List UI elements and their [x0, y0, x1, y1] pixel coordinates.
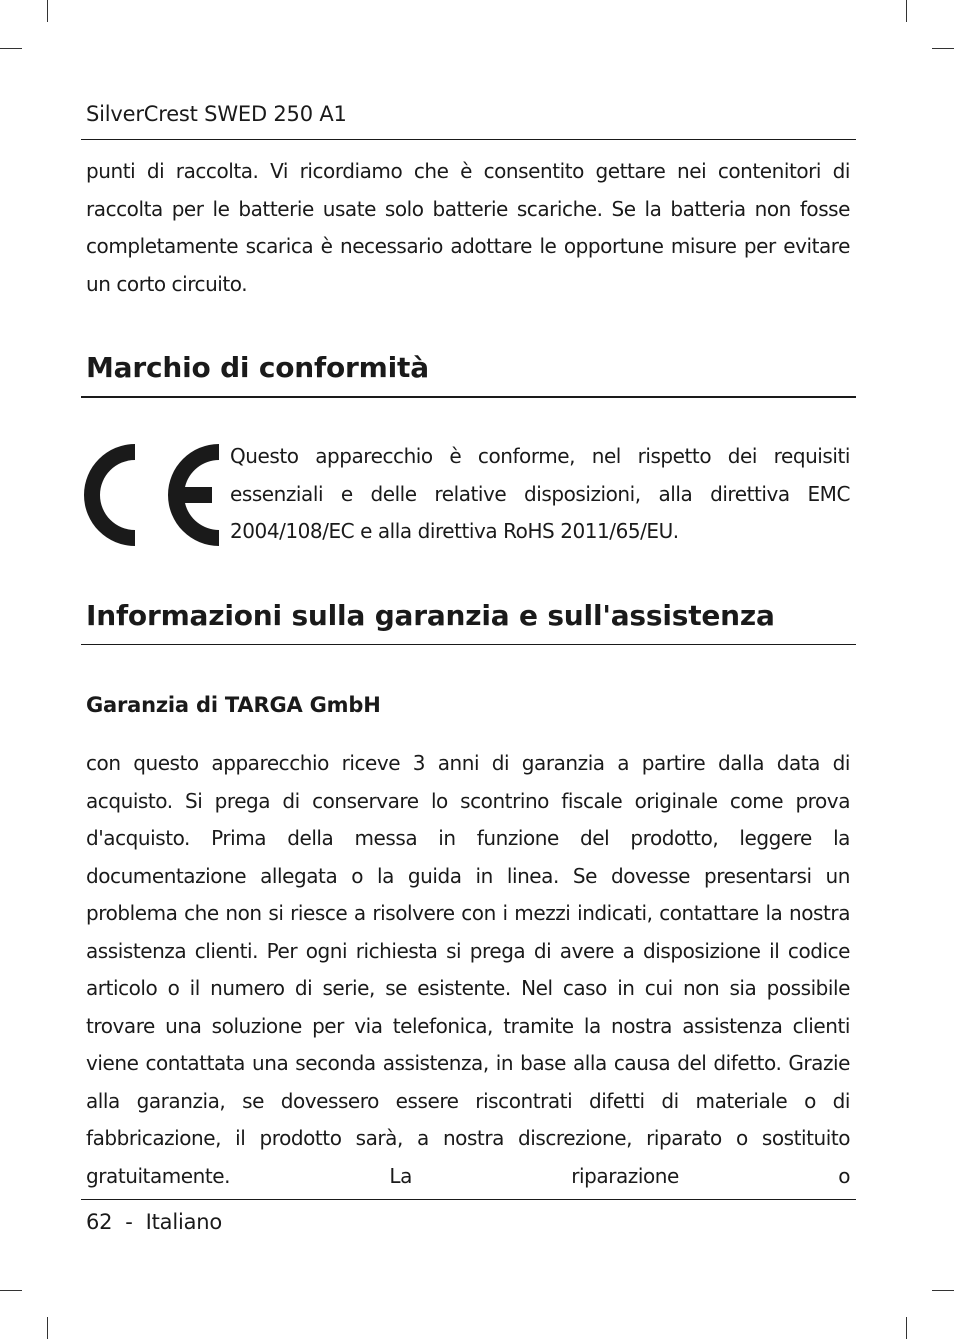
crop-mark [47, 0, 48, 22]
header-rule [81, 139, 856, 140]
warranty-heading-rule [81, 644, 856, 645]
crop-mark [906, 0, 907, 22]
ce-mark-icon [84, 444, 222, 546]
conformity-heading-rule [81, 396, 856, 398]
crop-mark [906, 1317, 907, 1339]
page-number: 62 [86, 1210, 113, 1234]
footer-rule [81, 1199, 856, 1200]
running-header: SilverCrest SWED 250 A1 [86, 102, 347, 126]
conformity-paragraph: Questo apparecchio è conforme, nel rispetto dei requisiti essenziali e delle relative disposizioni, alla direttiva EMC 2004/108/EC e alla direttiva RoHS 2011/65/EU. [230, 444, 850, 543]
page-footer [86, 1207, 222, 1237]
conformity-heading: Marchio di conformità [86, 351, 429, 384]
crop-mark [0, 1290, 22, 1291]
footer-separator: - [125, 1210, 133, 1234]
warranty-heading: Informazioni sulla garanzia e sull'assistenza [86, 599, 775, 632]
crop-mark [0, 48, 22, 49]
crop-mark [47, 1317, 48, 1339]
footer-language: Italiano [145, 1210, 223, 1234]
intro-paragraph: punti di raccolta. Vi ricordiamo che è consentito gettare nei contenitori di raccolta per le batterie usate solo batterie scariche. Se la batteria non fosse completamente scarica è necessario adottare le opportune misure per evitare un corto circuito. [86, 159, 850, 296]
crop-mark [932, 48, 954, 49]
crop-mark [932, 1290, 954, 1291]
warranty-subheading: Garanzia di TARGA GmbH [86, 693, 381, 717]
warranty-paragraph: con questo apparecchio riceve 3 anni di garanzia a partire dalla data di acquisto. Si prega di conservare lo scontrino fiscale originale come prova d'acquisto. Prima della messa in funzione del prodotto, leggere la documentazione allegata o la guida in linea. Se dovesse presentarsi un problema che non si riesce a risolvere con i mezzi indicati, contattare la nostra assistenza clienti. Per ogni richiesta si prega di avere a disposizione il codice articolo o il numero di serie, se esistente. Nel caso in cui non sia possibile trovare una soluzione per via telefonica, tramite la nostra assistenza clienti viene contattata una seconda assistenza, in base alla causa del difetto. Grazie alla garanzia, se dovessero essere riscontrati difetti di materiale o di fabbricazione, il prodotto sarà, a nostra discrezione, riparato o sostituito gratuitamente. La riparazione o [86, 751, 850, 1188]
